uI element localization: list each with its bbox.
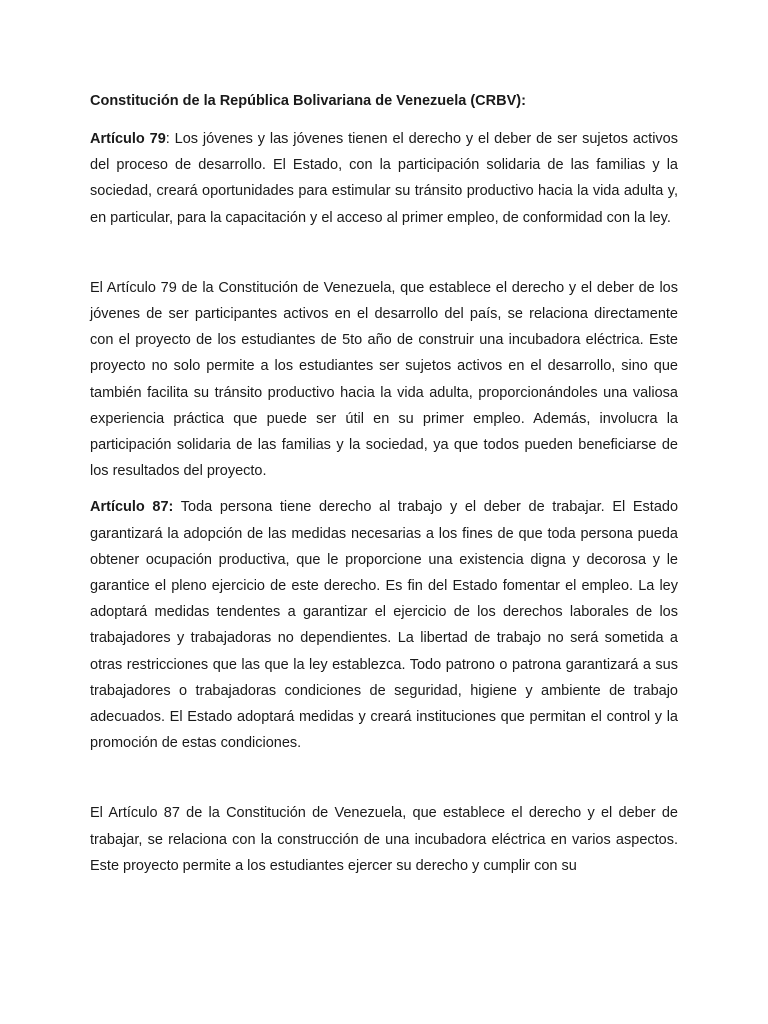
article-79-label: Artículo 79 bbox=[90, 131, 166, 147]
article-79-text: Los jóvenes y las jóvenes tienen el derecho y el deber de ser sujetos activos del proceso de desarrollo. El Estado, con la participación solidaria de las familias y la sociedad, creará oportunidades para estimular su tránsito productivo hacia la vida adulta y, en particular, para la capacitación y el acceso al primer empleo, de conformidad con la ley. bbox=[90, 131, 678, 226]
commentary-79-paragraph: El Artículo 79 de la Constitución de Venezuela, que establece el derecho y el deber de los jóvenes de ser participantes activos en el desarrollo del país, se relaciona directamente con el proyecto de los estudiantes de 5to año de construir una incubadora eléctrica. Este proyecto no solo permite a los estudiantes ser sujetos activos en el desarrollo, sino que también facilita su tránsito productivo hacia la vida adulta, proporcionándoles una valiosa experiencia práctica que puede ser útil en su primer empleo. Además, involucra la participación solidaria de las familias y la sociedad, ya que todos pueden beneficiarse de los resultados del proyecto. bbox=[90, 279, 678, 480]
document-title: Constitución de la República Bolivariana de Venezuela (CRBV): bbox=[90, 93, 526, 109]
paragraph-spacer bbox=[90, 756, 678, 800]
article-87-paragraph bbox=[90, 494, 678, 756]
paragraph-spacer bbox=[90, 231, 678, 275]
document-page bbox=[90, 88, 678, 879]
article-79-separator: : bbox=[165, 131, 170, 147]
commentary-87-paragraph: El Artículo 87 de la Constitución de Venezuela, que establece el derecho y el deber de trabajar, se relaciona con la construcción de una incubadora eléctrica en varios aspectos. Este proyecto permite a los estudiantes ejercer su derecho y cumplir con su bbox=[90, 805, 678, 874]
article-87-label: Artículo 87: bbox=[90, 499, 174, 516]
paragraph-spacer bbox=[90, 484, 678, 494]
article-87-text: Toda persona tiene derecho al trabajo y el deber de trabajar. El Estado garantizará la adopción de las medidas necesarias a los fines de que toda persona pueda obtener ocupación productiva, que le proporcione una existencia digna y decorosa y le garantice el pleno ejercicio de este derecho. Es fin del Estado fomentar el empleo. La ley adoptará medidas tendentes a garantizar el ejercicio de los derechos laborales de los trabajadores y trabajadoras no dependientes. La libertad de trabajo no será sometida a otras restricciones que las que la ley establezca. Todo patrono o patrona garantizará a sus trabajadores o trabajadoras condiciones de seguridad, higiene y ambiente de trabajo adecuados. El Estado adoptará medidas y creará instituciones que permitan el control y la promoción de estas condiciones. bbox=[90, 499, 679, 752]
article-79-paragraph bbox=[90, 126, 678, 231]
